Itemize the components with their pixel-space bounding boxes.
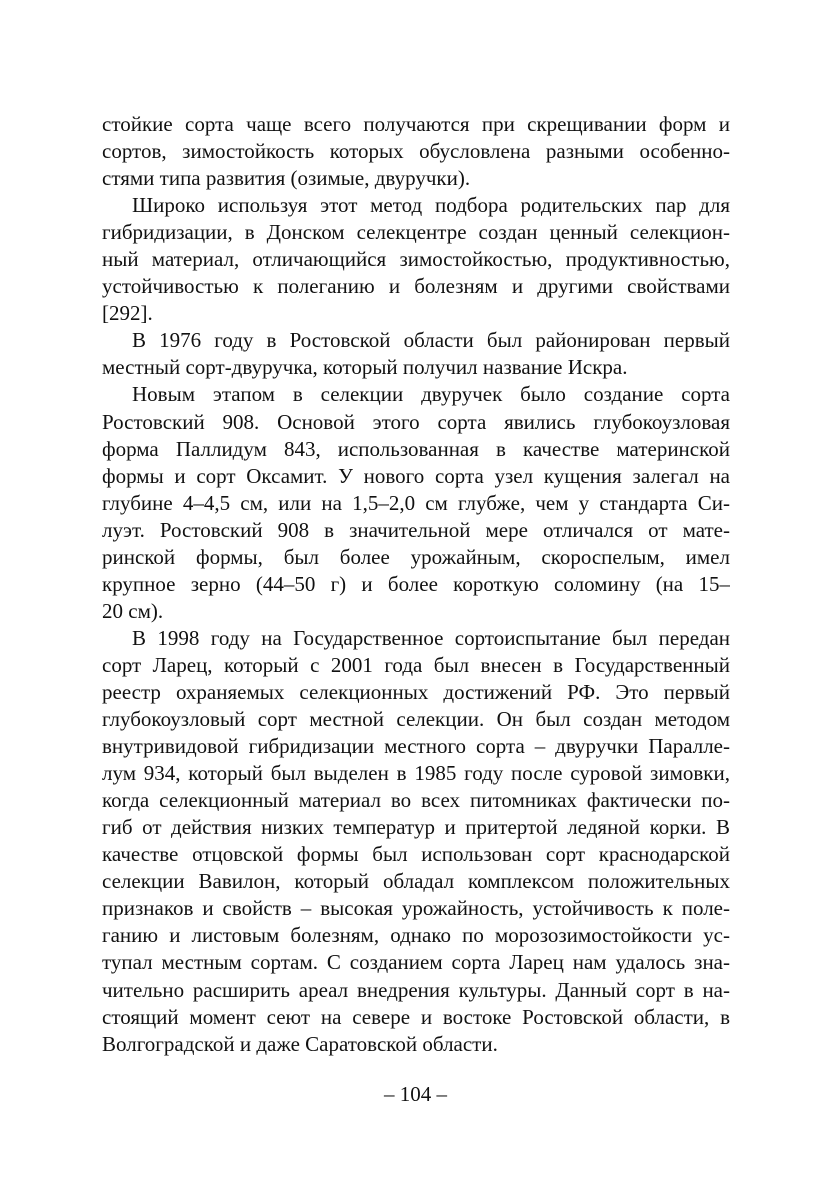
paragraph-first-line: В 1998 году на Государственное сортоиспытание был передан bbox=[132, 625, 730, 650]
text-line: местный сорт-двуручка, который получил название Искра. bbox=[102, 355, 628, 380]
text-line: формы и сорт Оксамит. У нового сорта узел кущения залегал на bbox=[102, 463, 730, 488]
text-line: сорт Ларец, который с 2001 года был внесен в Государственный bbox=[102, 652, 730, 677]
text-line: признаков и свойств – высокая урожайность, устойчивость к поле- bbox=[102, 896, 730, 921]
paragraph-first-line: Широко используя этот метод подбора родительских пар для bbox=[132, 193, 730, 218]
text-line: реестр охраняемых селекционных достижений РФ. Это первый bbox=[102, 679, 730, 704]
text-line: качестве отцовской формы был использован сорт краснодарской bbox=[102, 842, 730, 867]
text-line: ный материал, отличающийся зимостойкостью, продуктивностью, bbox=[102, 247, 730, 272]
text-line: гибридизации, в Донском селекцентре создан ценный селекцион- bbox=[102, 220, 730, 245]
text-line: устойчивостью к полеганию и болезням и другими свойствами bbox=[102, 274, 730, 299]
text-line: селекции Вавилон, который обладал комплексом положительных bbox=[102, 869, 730, 894]
text-line: внутривидовой гибридизации местного сорта – двуручки Паралле- bbox=[102, 734, 730, 759]
text-line: гиб от действия низких температур и притертой ледяной корки. В bbox=[102, 815, 730, 840]
text-line: ганию и листовым болезням, однако по морозозимостойкости ус- bbox=[102, 923, 730, 948]
text-line: стоящий момент сеют на севере и востоке Ростовской области, в bbox=[102, 1004, 730, 1029]
text-line: тупал местным сортам. С созданием сорта Ларец нам удалось зна- bbox=[102, 950, 730, 975]
text-line: сортов, зимостойкость которых обусловлена разными особенно- bbox=[102, 139, 730, 164]
text-line: форма Паллидум 843, использованная в качестве материнской bbox=[102, 436, 730, 461]
text-line: глубокоузловый сорт местной селекции. Он был создан методом bbox=[102, 707, 730, 732]
text-line: 20 см). bbox=[102, 598, 164, 623]
text-line: чительно расширить ареал внедрения культуры. Данный сорт в на- bbox=[102, 977, 730, 1002]
text-line: лум 934, который был выделен в 1985 году после суровой зимовки, bbox=[102, 761, 730, 786]
text-line: Волгоградской и даже Саратовской области. bbox=[102, 1031, 498, 1056]
text-line: стойкие сорта чаще всего получаются при скрещивании форм и bbox=[102, 112, 730, 136]
text-line: ринской формы, был более урожайным, скороспелым, имел bbox=[102, 544, 730, 569]
text-line: когда селекционный материал во всех питомниках фактически по- bbox=[102, 788, 730, 813]
page-number: – 104 – bbox=[384, 1082, 447, 1106]
text-line: Ростовский 908. Основой этого сорта явились глубокоузловая bbox=[102, 409, 730, 434]
text-line: крупное зерно (44–50 г) и более короткую соломину (на 15– bbox=[102, 571, 730, 596]
paragraph-first-line: В 1976 году в Ростовской области был районирован первый bbox=[132, 328, 730, 353]
text-line: глубине 4–4,5 см, или на 1,5–2,0 см глубже, чем у стандарта Си- bbox=[102, 490, 730, 515]
text-line: луэт. Ростовский 908 в значительной мере отличался от мате- bbox=[102, 517, 730, 542]
body-text bbox=[102, 111, 730, 1058]
text-line: стями типа развития (озимые, двуручки). bbox=[102, 166, 471, 191]
paragraph-first-line: Новым этапом в селекции двуручек было создание сорта bbox=[132, 382, 730, 407]
text-line: [292]. bbox=[102, 301, 153, 326]
